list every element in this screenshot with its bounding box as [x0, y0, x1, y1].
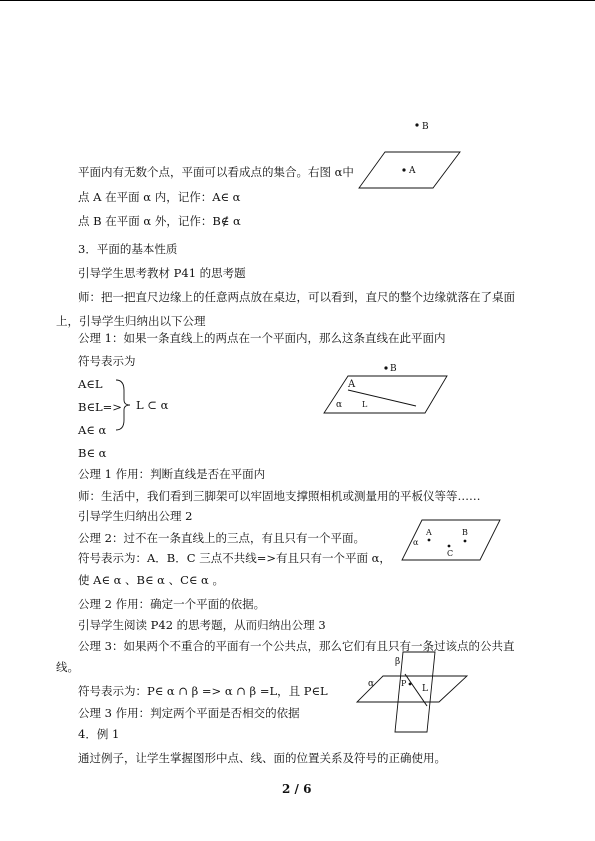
symbol-line-2b: 使 A∈ α 、B∈ α 、C∈ α 。	[78, 573, 224, 587]
plane-beta	[395, 652, 435, 732]
label-l: L	[422, 684, 428, 694]
teacher-line-2: 师：生活中，我们看到三脚架可以牢固地支撑照相机或测量用的平板仪等等……	[78, 489, 481, 503]
label-b: B	[390, 364, 397, 374]
label-a: A	[409, 166, 416, 176]
axiom-3-usage: 公理 3 作用：判定两个平面是否相交的依据	[78, 706, 300, 720]
line-l	[348, 390, 416, 406]
label-a: A	[426, 528, 432, 537]
figure-three-points	[400, 518, 505, 562]
plane-alpha	[324, 376, 447, 413]
figure-line-in-plane	[320, 360, 450, 416]
point-a-dot	[428, 539, 431, 542]
symbol-l-subset-alpha: L ⊂ α	[136, 398, 169, 412]
symbol-a-in-l: A∈L	[78, 377, 103, 391]
guide-line-2: 引导学生归纳出公理 2	[78, 509, 193, 523]
label-alpha: α	[368, 679, 375, 689]
text-line-1: 平面内有无数个点，平面可以看成点的集合。右图 α中	[78, 165, 354, 179]
label-c: C	[447, 549, 454, 558]
guide-line-3: 引导学生阅读 P42 的思考题，从而归纳出公理 3	[78, 618, 326, 632]
point-b-dot	[464, 540, 467, 543]
section-4-heading: 4．例 1	[78, 727, 120, 741]
teacher-line-1b: 上，引导学生归纳出以下公理	[56, 314, 206, 328]
brace	[114, 378, 134, 432]
point-b-dot	[415, 123, 418, 126]
label-b: B	[422, 122, 429, 132]
top-rule	[0, 0, 595, 1]
axiom-3b: 线。	[56, 660, 79, 674]
point-p-dot	[409, 683, 412, 686]
label-beta: β	[395, 657, 401, 667]
label-alpha: α	[413, 538, 419, 547]
label-alpha: α	[336, 400, 343, 410]
axiom-2: 公理 2：过不在一条直线上的三点，有且只有一个平面。	[78, 531, 365, 545]
axiom-1: 公理 1：如果一条直线上的两点在一个平面内，那么这条直线在此平面内	[78, 331, 446, 345]
symbol-b-in-alpha: B∈ α	[78, 446, 107, 460]
guide-line-1: 引导学生思考教材 P41 的思考题	[78, 266, 246, 280]
teacher-line-1a: 师：把一把直尺边缘上的任意两点放在桌边，可以看到，直尺的整个边缘就落在了桌面	[78, 290, 515, 304]
point-b-dot	[384, 366, 387, 369]
figure-intersecting-planes	[355, 640, 470, 735]
axiom-1-usage: 公理 1 作用：判断直线是否在平面内	[78, 467, 266, 481]
symbol-line-3: 符号表示为：P∈ α ∩ β => α ∩ β =L，且 P∈L	[78, 684, 328, 698]
example-text: 通过例子，让学生掌握图形中点、线、面的位置关系及符号的正确使用。	[78, 751, 446, 765]
axiom-2-usage: 公理 2 作用：确定一个平面的依据。	[78, 597, 266, 611]
point-c-dot	[448, 545, 451, 548]
axiom-3a: 公理 3：如果两个不重合的平面有一个公共点，那么它们有且只有一条过该点的公共直	[78, 639, 515, 653]
figure-plane-points	[355, 114, 465, 194]
label-p: P	[401, 679, 407, 688]
label-l: L	[362, 400, 368, 409]
text-line-3: 点 B 在平面 α 外，记作：B∉ α	[78, 214, 241, 228]
page-number: 2 / 6	[282, 782, 312, 796]
symbol-label-1: 符号表示为	[78, 354, 136, 368]
label-a: A	[348, 379, 356, 390]
section-3-heading: 3．平面的基本性质	[78, 242, 178, 256]
symbol-a-in-alpha: A∈ α	[78, 423, 107, 437]
label-b: B	[462, 528, 468, 537]
symbol-b-in-l: B∈L=>	[78, 400, 122, 414]
point-a-dot	[402, 168, 405, 171]
text-line-2: 点 A 在平面 α 内，记作：A∈ α	[78, 190, 241, 204]
symbol-line-2: 符号表示为：A．B．C 三点不共线=>有且只有一个平面 α，	[78, 551, 391, 565]
